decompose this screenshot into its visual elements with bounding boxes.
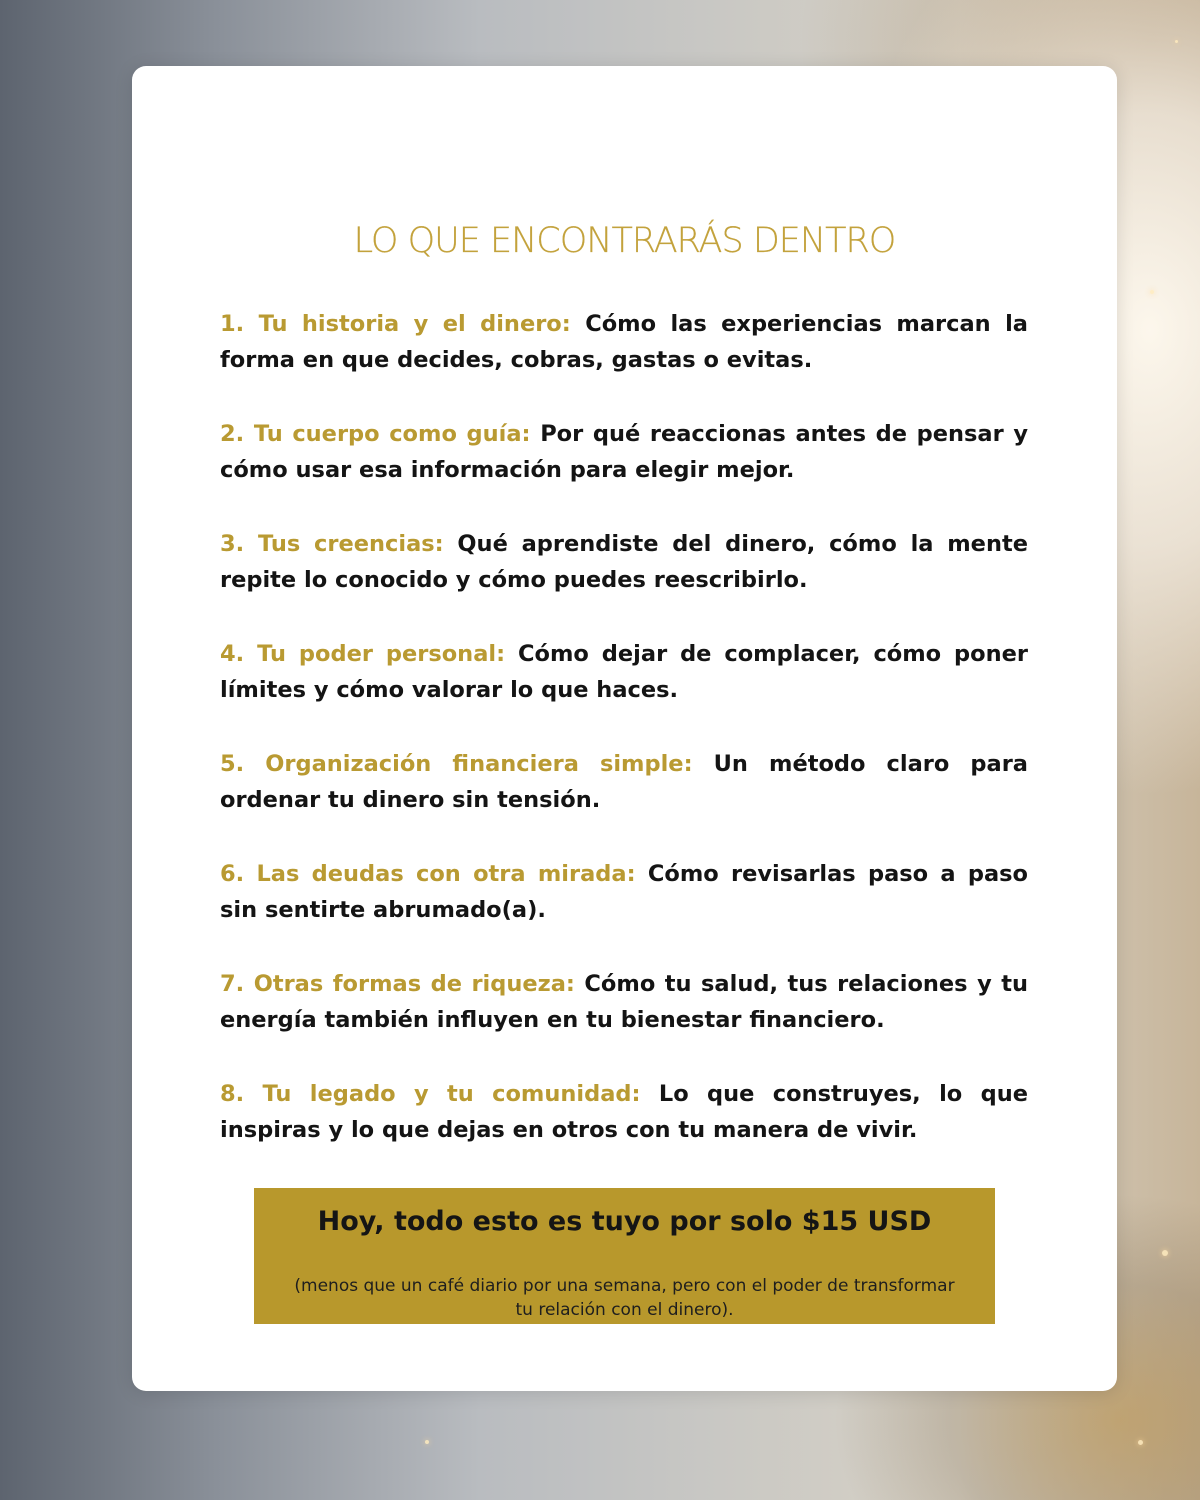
content-card <box>132 66 1117 1391</box>
background-sparkle <box>1175 40 1178 43</box>
section-heading: LO QUE ENCONTRARÁS DENTRO <box>353 221 896 261</box>
item-lead: 1. Tu historia y el dinero: <box>220 311 571 337</box>
background-sparkle <box>1162 1250 1168 1256</box>
list-item <box>220 966 1028 1038</box>
item-text: Un método claro para ordenar tu dinero sin tensión. <box>220 751 1028 813</box>
item-text: Qué aprendiste del dinero, cómo la mente repite lo conocido y cómo puedes reescribirlo. <box>220 531 1028 593</box>
price-offer-box <box>254 1188 995 1324</box>
item-lead: 6. Las deudas con otra mirada: <box>220 861 636 887</box>
price-note: (menos que un café diario por una semana, pero con el poder de transformar tu relación con el dinero). <box>294 1276 955 1320</box>
list-item <box>220 856 1028 928</box>
item-text: Por qué reaccionas antes de pensar y cómo usar esa información para elegir mejor. <box>220 421 1028 483</box>
list-item <box>220 526 1028 598</box>
background-sparkle <box>1150 290 1154 294</box>
item-lead: 8. Tu legado y tu comunidad: <box>220 1081 641 1107</box>
background-sparkle <box>1138 1440 1143 1445</box>
list-item <box>220 636 1028 708</box>
item-text: Cómo tu salud, tus relaciones y tu energía también influyen en tu bienestar financiero. <box>220 971 1028 1033</box>
contents-list <box>220 306 1028 1186</box>
price-headline: Hoy, todo esto es tuyo por solo $15 USD <box>317 1206 932 1237</box>
item-lead: 3. Tus creencias: <box>220 531 444 557</box>
item-lead: 2. Tu cuerpo como guía: <box>220 421 531 447</box>
background-sparkle <box>425 1440 429 1444</box>
item-text: Cómo revisarlas paso a paso sin sentirte abrumado(a). <box>220 861 1028 923</box>
list-item <box>220 306 1028 378</box>
item-text: Cómo las experiencias marcan la forma en que decides, cobras, gastas o evitas. <box>220 311 1028 373</box>
item-text: Cómo dejar de complacer, cómo poner límites y cómo valorar lo que haces. <box>220 641 1028 703</box>
list-item <box>220 1076 1028 1148</box>
list-item <box>220 746 1028 818</box>
item-lead: 5. Organización financiera simple: <box>220 751 693 777</box>
item-lead: 7. Otras formas de riqueza: <box>220 971 575 997</box>
list-item <box>220 416 1028 488</box>
item-lead: 4. Tu poder personal: <box>220 641 506 667</box>
item-text: Lo que construyes, lo que inspiras y lo que dejas en otros con tu manera de vivir. <box>220 1081 1028 1143</box>
